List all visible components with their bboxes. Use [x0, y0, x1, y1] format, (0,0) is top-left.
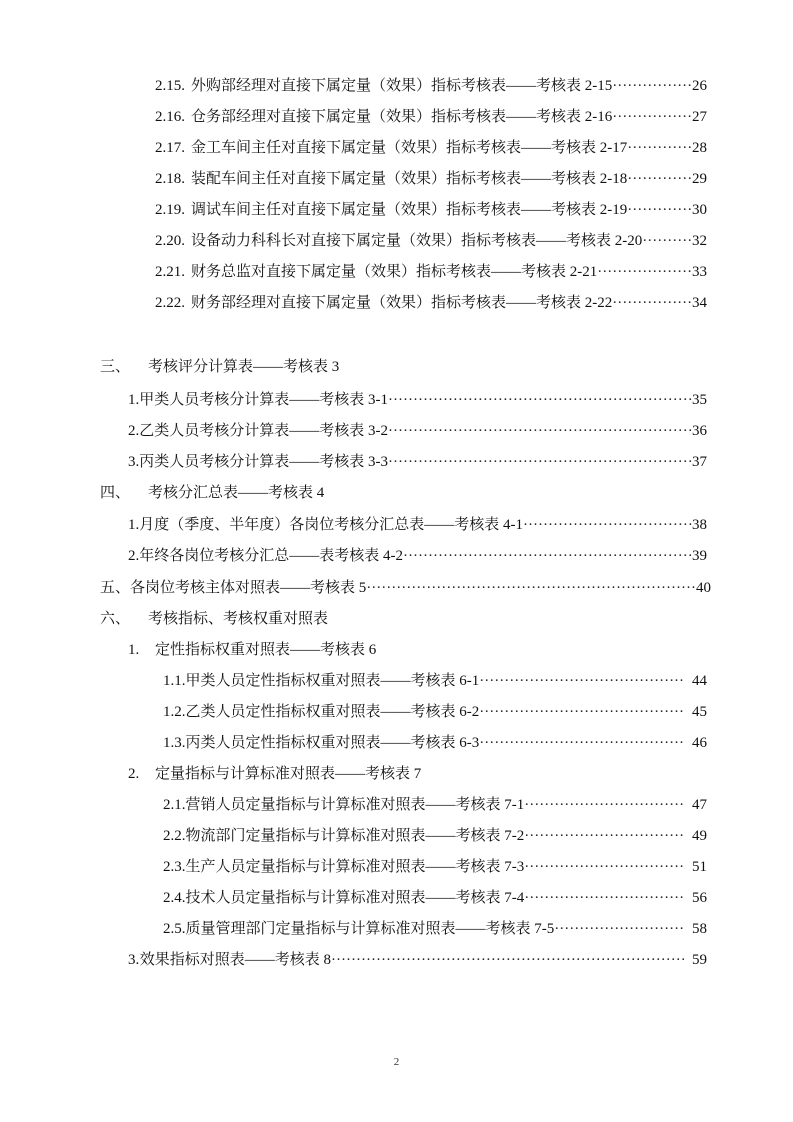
toc-entry-title: 月度（季度、半年度）各岗位考核分汇总表——考核表 4-1	[139, 517, 523, 533]
toc-entry-page: 51	[692, 859, 707, 875]
toc-entry-page: 49	[692, 828, 707, 844]
toc-entry-page: 34	[692, 295, 707, 311]
dot-leader	[479, 731, 684, 755]
toc-entry-6-2[interactable]	[128, 762, 707, 786]
dot-leader	[524, 855, 684, 879]
toc-entry-page: 27	[692, 109, 707, 125]
toc-entry-title: 设备动力科科长对直接下属定量（效果）指标考核表——考核表 2-20	[191, 233, 643, 249]
toc-entry-3-1[interactable]	[128, 388, 707, 412]
toc-entry-number: 2.4.	[163, 890, 186, 906]
toc-entry-number: 2.15.	[155, 78, 185, 94]
toc-entry-page: 32	[692, 233, 707, 249]
toc-entry-2-18[interactable]	[155, 167, 707, 191]
toc-section-3[interactable]	[100, 355, 707, 379]
dot-leader	[479, 669, 684, 693]
toc-entry-page: 46	[692, 735, 707, 751]
toc-entry-title: 乙类人员考核分计算表——考核表 3-2	[139, 423, 388, 439]
toc-entry-title: 定量指标与计算标准对照表——考核表 7	[155, 766, 422, 782]
dot-leader	[627, 167, 692, 191]
toc-entry-number: 2.	[128, 423, 140, 439]
toc-entry-number: 2.21.	[155, 264, 185, 280]
toc-entry-page: 47	[692, 797, 707, 813]
toc-entry-page: 28	[692, 140, 707, 156]
dot-leader	[388, 388, 692, 412]
toc-entry-6-2-1[interactable]	[163, 793, 707, 817]
toc-entry-number: 2.3.	[163, 859, 186, 875]
toc-entry-number: 2.	[128, 548, 140, 564]
toc-section-5[interactable]	[100, 576, 711, 600]
toc-section-6[interactable]	[100, 607, 707, 631]
toc-entry-2-17[interactable]	[155, 136, 707, 160]
toc-entry-title: 丙类人员考核分计算表——考核表 3-3	[139, 454, 388, 470]
toc-entry-title: 质量管理部门定量指标与计算标准对照表——考核表 7-5	[185, 921, 555, 937]
toc-entry-title: 调试车间主任对直接下属定量（效果）指标考核表——考核表 2-19	[191, 202, 628, 218]
dot-leader	[612, 105, 692, 129]
dot-leader	[479, 700, 684, 724]
dot-leader	[388, 450, 692, 474]
toc-entry-number: 2.22.	[155, 295, 185, 311]
toc-entry-title: 乙类人员定性指标权重对照表——考核表 6-2	[185, 704, 480, 720]
toc-entry-page: 29	[692, 171, 707, 187]
toc-entry-title: 财务部经理对直接下属定量（效果）指标考核表——考核表 2-22	[191, 295, 613, 311]
section-title: 考核指标、考核权重对照表	[148, 611, 329, 627]
dot-leader	[642, 229, 692, 253]
toc-entry-title: 装配车间主任对直接下属定量（效果）指标考核表——考核表 2-18	[191, 171, 628, 187]
toc-entry-number: 1.2.	[163, 704, 186, 720]
toc-entry-number: 1.1.	[163, 673, 186, 689]
toc-entry-2-16[interactable]	[155, 105, 707, 129]
toc-entry-2-20[interactable]	[155, 229, 707, 253]
section-number: 五、	[100, 580, 131, 596]
toc-entry-6-2-5[interactable]	[163, 917, 707, 941]
toc-entry-number: 2.2.	[163, 828, 186, 844]
dot-leader	[388, 419, 692, 443]
toc-entry-page: 40	[696, 580, 711, 596]
section-number: 六、	[100, 611, 131, 627]
page-number: 2	[393, 1056, 400, 1068]
toc-entry-number: 2.20.	[155, 233, 185, 249]
toc-entry-6-1-2[interactable]	[163, 700, 707, 724]
toc-entry-title: 技术人员定量指标与计算标准对照表——考核表 7-4	[185, 890, 525, 906]
toc-entry-page: 37	[692, 454, 707, 470]
toc-entry-3-3[interactable]	[128, 450, 707, 474]
dot-leader	[524, 824, 684, 848]
toc-entry-page: 35	[692, 392, 707, 408]
toc-entry-2-15[interactable]	[155, 74, 707, 98]
toc-entry-title: 物流部门定量指标与计算标准对照表——考核表 7-2	[185, 828, 525, 844]
toc-entry-page: 26	[692, 78, 707, 94]
toc-entry-title: 仓务部经理对直接下属定量（效果）指标考核表——考核表 2-16	[191, 109, 613, 125]
section-number: 三、	[100, 359, 131, 375]
toc-entry-number: 2.	[128, 766, 140, 782]
toc-entry-page: 39	[692, 548, 707, 564]
toc-entry-6-2-3[interactable]	[163, 855, 707, 879]
toc-entry-2-22[interactable]	[155, 291, 707, 315]
toc-entry-6-3[interactable]	[128, 948, 707, 972]
toc-entry-page: 38	[692, 517, 707, 533]
toc-entry-title: 财务总监对直接下属定量（效果）指标考核表——考核表 2-21	[191, 264, 598, 280]
toc-entry-title: 定性指标权重对照表——考核表 6	[155, 642, 377, 658]
toc-entry-number: 2.18.	[155, 171, 185, 187]
toc-entry-6-1-1[interactable]	[163, 669, 707, 693]
dot-leader	[523, 513, 692, 537]
dot-leader	[612, 74, 692, 98]
toc-entry-4-2[interactable]	[128, 544, 707, 568]
toc-entry-page: 36	[692, 423, 707, 439]
toc-entry-number: 1.	[128, 392, 140, 408]
dot-leader	[554, 917, 684, 941]
dot-leader	[612, 291, 692, 315]
toc-entry-page: 30	[692, 202, 707, 218]
toc-entry-6-2-2[interactable]	[163, 824, 707, 848]
toc-entry-title: 甲类人员定性指标权重对照表——考核表 6-1	[185, 673, 480, 689]
toc-entry-2-21[interactable]	[155, 260, 707, 284]
toc-entry-page: 56	[692, 890, 707, 906]
toc-entry-number: 2.1.	[163, 797, 186, 813]
toc-entry-page: 44	[692, 673, 707, 689]
toc-entry-number: 3.	[128, 454, 140, 470]
toc-entry-page: 33	[692, 264, 707, 280]
toc-entry-6-2-4[interactable]	[163, 886, 707, 910]
section-title: 考核评分计算表——考核表 3	[148, 359, 340, 375]
toc-entry-number: 2.17.	[155, 140, 185, 156]
section-title: 考核分汇总表——考核表 4	[148, 485, 325, 501]
section-number: 四、	[100, 485, 131, 501]
toc-entry-number: 1.	[128, 517, 140, 533]
section-title: 各岗位考核主体对照表——考核表 5	[130, 580, 367, 596]
toc-entry-number: 2.5.	[163, 921, 186, 937]
toc-entry-title: 生产人员定量指标与计算标准对照表——考核表 7-3	[185, 859, 525, 875]
toc-entry-title: 丙类人员定性指标权重对照表——考核表 6-3	[185, 735, 480, 751]
dot-leader	[524, 793, 684, 817]
dot-leader	[627, 136, 692, 160]
dot-leader	[597, 260, 692, 284]
toc-entry-title: 外购部经理对直接下属定量（效果）指标考核表——考核表 2-15	[191, 78, 613, 94]
toc-entry-number: 1.	[128, 642, 140, 658]
dot-leader	[403, 544, 692, 568]
toc-entry-title: 年终各岗位考核分汇总——表考核表 4-2	[139, 548, 403, 564]
dot-leader	[366, 576, 696, 600]
toc-entry-page: 45	[692, 704, 707, 720]
toc-entry-page: 58	[692, 921, 707, 937]
toc-entry-number: 3.	[128, 952, 140, 968]
dot-leader	[524, 886, 684, 910]
toc-entry-number: 1.3.	[163, 735, 186, 751]
toc-entry-3-2[interactable]	[128, 419, 707, 443]
toc-entry-page: 59	[692, 952, 707, 968]
toc-section-4[interactable]	[100, 481, 707, 505]
toc-entry-6-1-3[interactable]	[163, 731, 707, 755]
toc-entry-title: 金工车间主任对直接下属定量（效果）指标考核表——考核表 2-17	[191, 140, 628, 156]
toc-entry-title: 甲类人员考核分计算表——考核表 3-1	[139, 392, 388, 408]
toc-entry-title: 营销人员定量指标与计算标准对照表——考核表 7-1	[185, 797, 525, 813]
dot-leader	[627, 198, 692, 222]
toc-entry-title: 效果指标对照表——考核表 8	[139, 952, 332, 968]
dot-leader	[331, 948, 684, 972]
toc-entry-6-1[interactable]	[128, 638, 707, 662]
toc-entry-2-19[interactable]	[155, 198, 707, 222]
toc-entry-number: 2.16.	[155, 109, 185, 125]
toc-entry-number: 2.19.	[155, 202, 185, 218]
toc-entry-4-1[interactable]	[128, 513, 707, 537]
